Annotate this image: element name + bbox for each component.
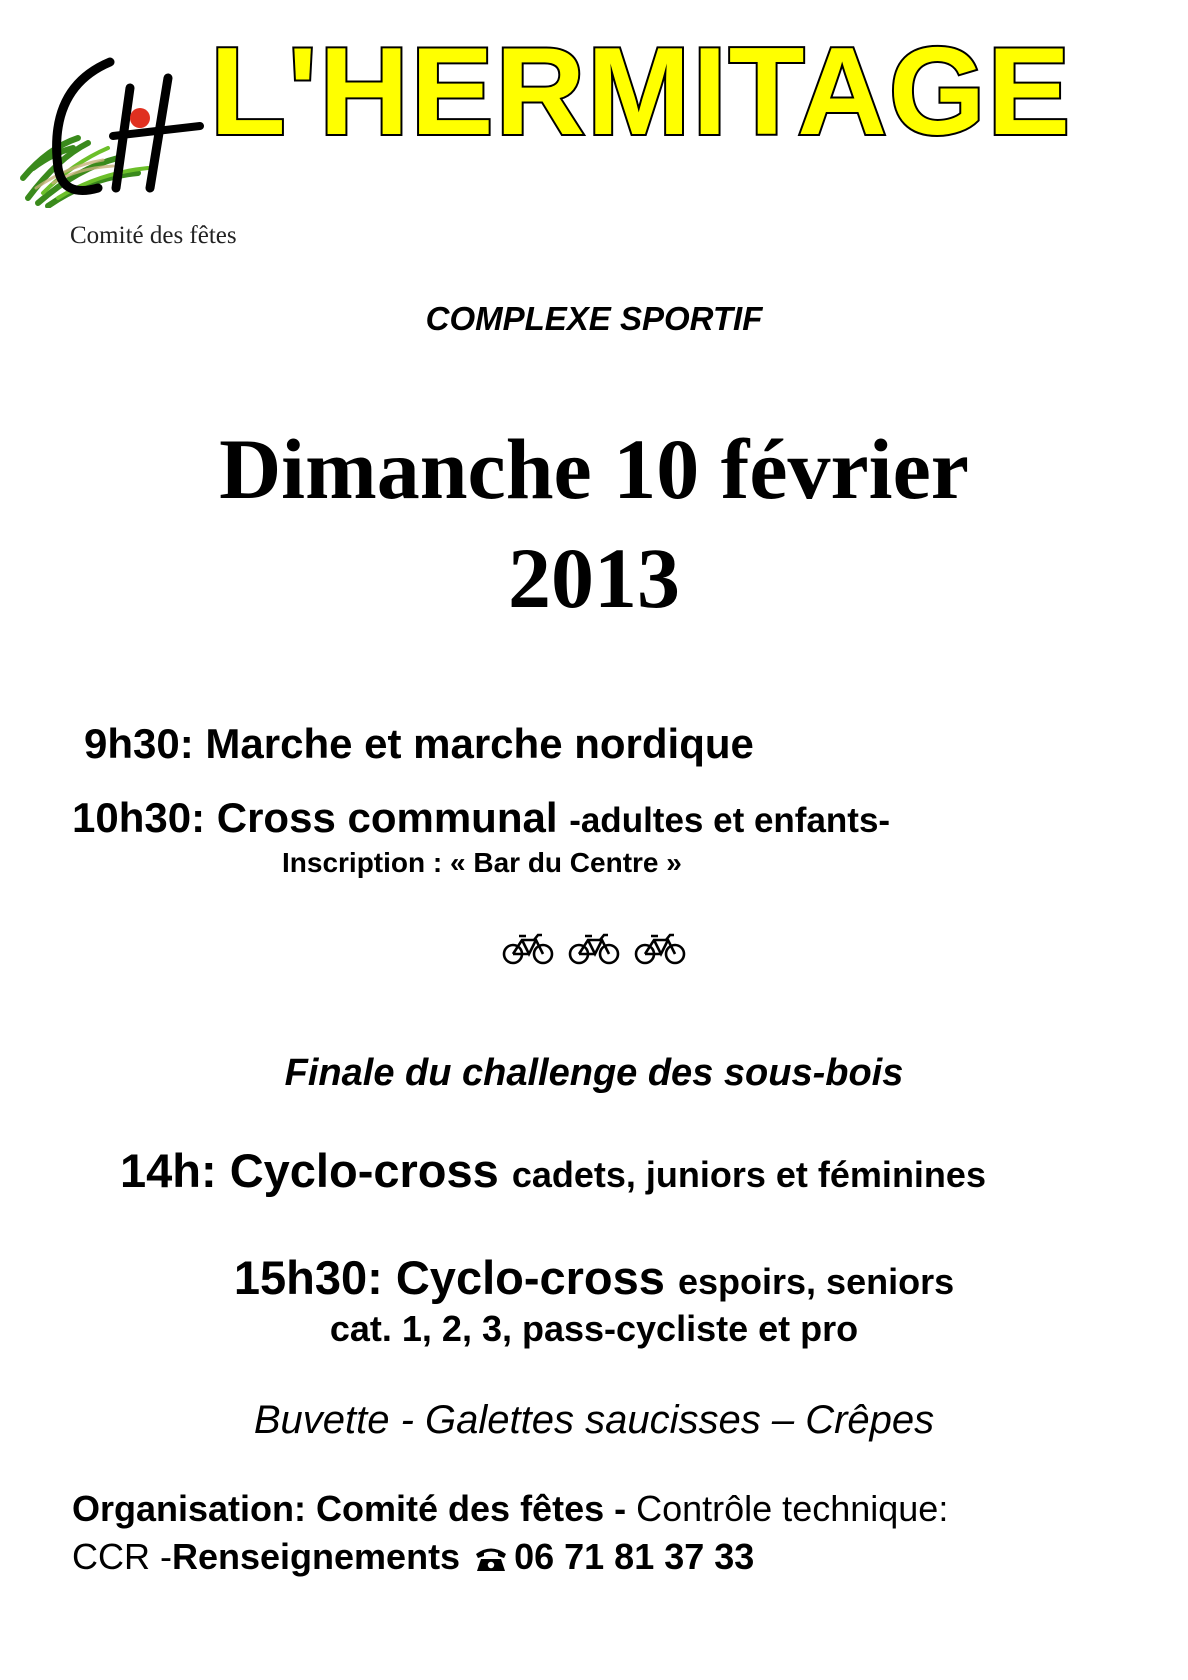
- schedule-item: [72, 794, 890, 842]
- inscription-note: Inscription : « Bar du Centre »: [282, 847, 682, 878]
- organisation-label: Organisation: Comité des fêtes -: [72, 1488, 627, 1529]
- event-date: Dimanche 10 février: [219, 421, 969, 517]
- schedule-item: [84, 720, 754, 768]
- committee-logo: [18, 48, 208, 208]
- bicycle-icon: [634, 932, 686, 966]
- schedule-detail: espoirs, seniors: [677, 1261, 955, 1302]
- technical-control-label: Contrôle technique:: [626, 1488, 949, 1529]
- schedule-detail: cadets, juniors et féminines: [511, 1154, 986, 1195]
- schedule-detail-line2: cat. 1, 2, 3, pass-cycliste et pro: [329, 1308, 859, 1349]
- schedule-time: 15h30:: [233, 1251, 383, 1304]
- bicycle-icon: [568, 932, 620, 966]
- page-title: L'HERMITAGE: [210, 23, 1073, 161]
- bicycle-icon: [502, 932, 554, 966]
- event-year: 2013: [508, 530, 680, 626]
- phone-number: 06 71 81 37 33: [514, 1536, 755, 1577]
- organisation-line: [72, 1488, 948, 1530]
- schedule-item: [120, 1143, 986, 1198]
- schedule-title: Cross communal: [216, 794, 558, 841]
- schedule-item: [0, 1250, 1188, 1305]
- venue-heading: COMPLEXE SPORTIF: [425, 300, 763, 337]
- schedule-time: 9h30:: [84, 720, 194, 767]
- ccr-label: CCR -: [72, 1536, 172, 1577]
- finale-heading: Finale du challenge des sous-bois: [284, 1052, 904, 1094]
- logo-caption: Comité des fêtes: [70, 222, 237, 249]
- telephone-icon: [474, 1540, 508, 1582]
- schedule-time: 14h:: [120, 1144, 217, 1197]
- contact-line: [72, 1536, 754, 1582]
- bicycle-divider: [0, 932, 1188, 966]
- food-line: Buvette - Galettes saucisses – Crêpes: [253, 1398, 935, 1442]
- schedule-title: Cyclo-cross: [395, 1251, 665, 1304]
- schedule-time: 10h30:: [72, 794, 206, 841]
- schedule-title: Cyclo-cross: [229, 1144, 499, 1197]
- schedule-title: Marche et marche nordique: [205, 720, 754, 767]
- info-label: Renseignements: [171, 1536, 461, 1577]
- schedule-detail: -adultes et enfants-: [569, 801, 891, 840]
